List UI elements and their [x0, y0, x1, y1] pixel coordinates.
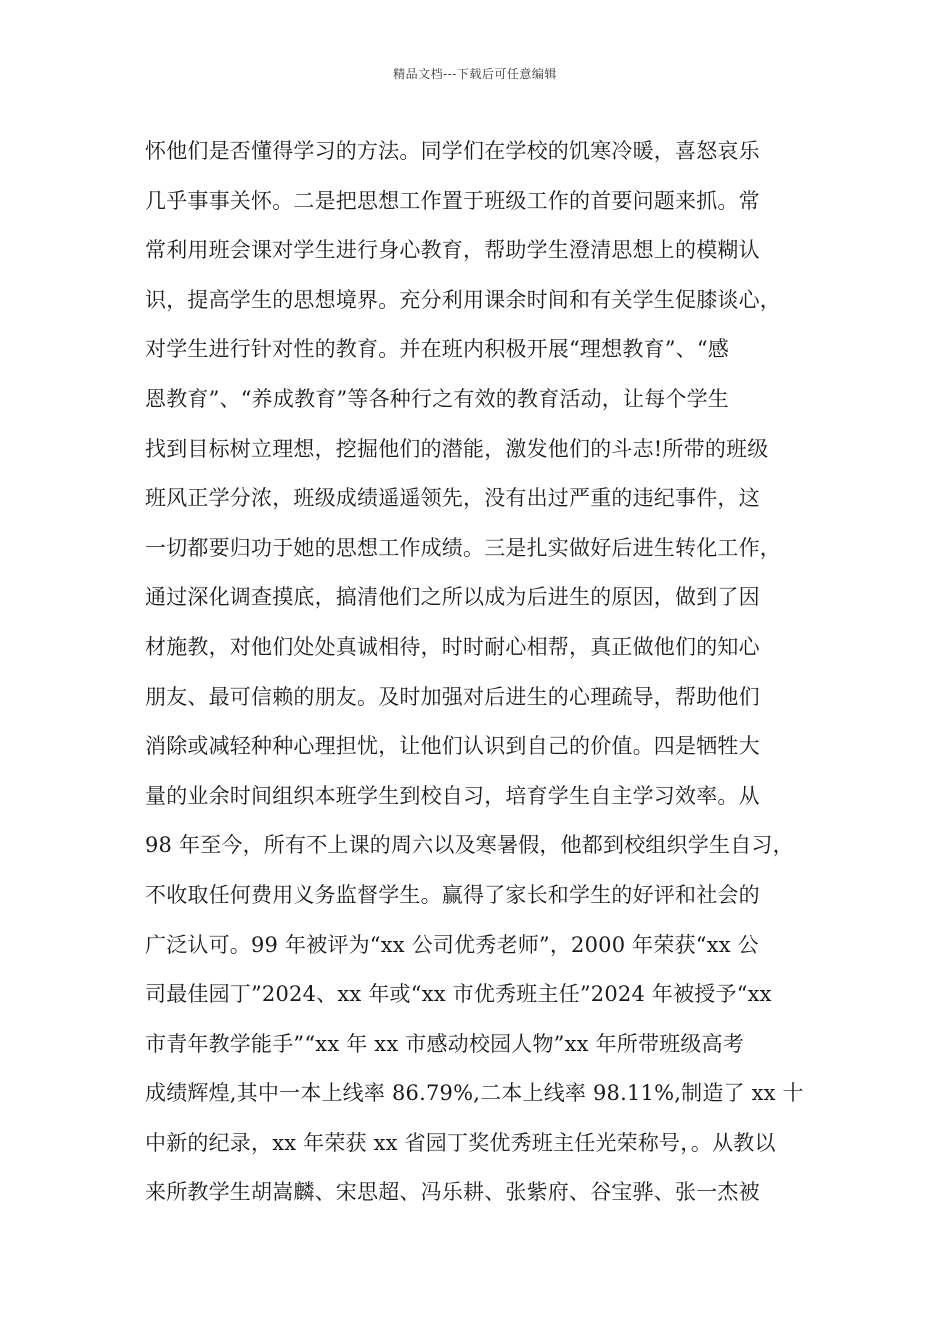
text-line: 司最佳园丁”2024、xx 年或“xx 市优秀班主任”2024 年被授予“xx: [145, 982, 772, 1007]
text-line: 中新的纪录，xx 年荣获 xx 省园丁奖优秀班主任光荣称号，。从教以: [145, 1130, 776, 1155]
text-line: 对学生进行针对性的教育。并在班内积极开展“理想教育”、“感: [145, 337, 730, 362]
text-line: 广泛认可。99 年被评为“xx 公司优秀老师”，2000 年荣获“xx 公: [145, 932, 759, 957]
text-line: 通过深化调查摸底，搞清他们之所以成为后进生的原因，做到了因: [145, 585, 760, 610]
body-paragraph: [145, 127, 815, 1218]
page-header: 精品文档---下载后可任意编辑: [393, 67, 557, 81]
text-line: 来所教学生胡嵩麟、宋思超、冯乐耕、张紫府、谷宝骅、张一杰被: [145, 1180, 760, 1205]
text-line: 市青年教学能手”“xx 年 xx 市感动校园人物”xx 年所带班级高考: [145, 1031, 744, 1056]
text-line: 常利用班会课对学生进行身心教育，帮助学生澄清思想上的模糊认: [145, 238, 760, 263]
text-line: 几乎事事关怀。二是把思想工作置于班级工作的首要问题来抓。常: [145, 188, 760, 213]
text-line: 98 年至今，所有不上课的周六以及寒暑假，他都到校组织学生自习，: [145, 833, 794, 858]
text-line: 恩教育”、“养成教育”等各种行之有效的教育活动，让每个学生: [145, 386, 730, 411]
text-line: 成绩辉煌,其中一本上线率 86.79%,二本上线率 98.11%,制造了 xx 十: [145, 1081, 804, 1106]
text-line: 不收取任何费用义务监督学生。赢得了家长和学生的好评和社会的: [145, 882, 760, 907]
text-line: 识，提高学生的思想境界。充分利用课余时间和有关学生促膝谈心，: [145, 287, 781, 312]
text-line: 量的业余时间组织本班学生到校自习，培育学生自主学习效率。从: [145, 783, 760, 808]
text-line: 材施教，对他们处处真诚相待，时时耐心相帮，真正做他们的知心: [145, 634, 760, 659]
text-line: 怀他们是否懂得学习的方法。同学们在学校的饥寒冷暖，喜怒哀乐: [145, 139, 760, 163]
text-line: 一切都要归功于她的思想工作成绩。三是扎实做好后进生转化工作，: [145, 535, 781, 560]
text-line: 朋友、最可信赖的朋友。及时加强对后进生的心理疏导，帮助他们: [145, 684, 760, 709]
text-line: 班风正学分浓，班级成绩遥遥领先，没有出过严重的违纪事件，这: [145, 486, 760, 511]
text-line: 消除或减轻种种心理担忧，让他们认识到自己的价值。四是牺牲大: [145, 734, 760, 759]
text-line: 找到目标树立理想，挖掘他们的潜能，激发他们的斗志!所带的班级: [145, 436, 769, 461]
